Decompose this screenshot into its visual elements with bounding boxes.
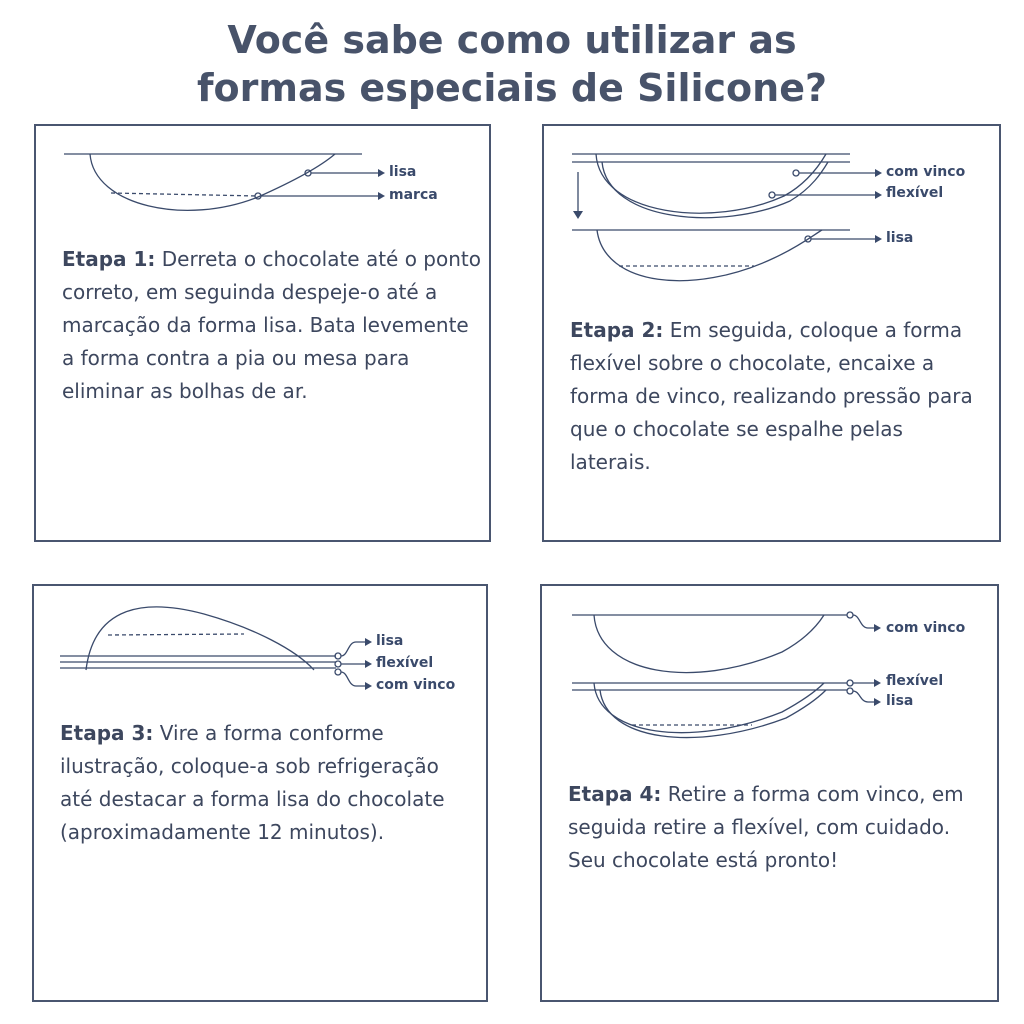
step-3-text xyxy=(60,717,460,849)
step-2-card xyxy=(542,124,1001,542)
step-2-mold-diagram xyxy=(544,126,999,296)
step-4-text xyxy=(568,778,978,877)
step-3-card xyxy=(32,584,488,1002)
fill-mark-dashed-line xyxy=(111,193,258,196)
step-3-label: Etapa 3: xyxy=(60,721,154,745)
step-1-card xyxy=(34,124,491,542)
step-4-card xyxy=(540,584,999,1002)
step-2-text xyxy=(570,314,980,479)
step-4-label: Etapa 4: xyxy=(568,782,662,806)
arrow-down-icon xyxy=(573,211,583,219)
callout-label-com-vinco: com vinco xyxy=(376,677,456,693)
arrow-right-icon xyxy=(365,638,372,646)
callout-label-flexivel: flexível xyxy=(886,673,944,689)
smooth-mold-curve xyxy=(597,230,822,281)
arrow-right-icon xyxy=(875,169,882,177)
callout-label-flexivel: flexível xyxy=(886,185,944,201)
step-3-description: Vire a forma conforme ilustração, coloque-a sob refrigeração até destacar a forma lisa do chocolate (aproximadamente 12 minutos). xyxy=(60,721,445,844)
step-1-description: Derreta o chocolate até o ponto correto, em seguinda despeje-o até a marcação da forma lisa. Bata levemente a forma contra a pia ou mesa para eliminar as bolhas de ar. xyxy=(62,247,481,403)
callout-label-flexivel: flexível xyxy=(376,655,434,671)
arrow-right-icon xyxy=(875,191,882,199)
step-4-description: Retire a forma com vinco, em seguida retire a flexível, com cuidado. Seu chocolate está pronto! xyxy=(568,782,964,872)
smooth-mold-curve-inverted xyxy=(86,607,314,670)
arrow-right-icon xyxy=(874,624,881,632)
callout-label-lisa: lisa xyxy=(886,693,914,709)
arrow-right-icon xyxy=(378,169,385,177)
arrow-right-icon xyxy=(365,682,372,690)
step-1-label: Etapa 1: xyxy=(62,247,156,271)
step-2-label: Etapa 2: xyxy=(570,318,664,342)
step-2-description: Em seguida, coloque a forma flexível sobre o chocolate, encaixe a forma de vinco, realizando pressão para que o chocolate se espalhe pelas laterais. xyxy=(570,318,973,474)
step-1-text xyxy=(62,243,482,408)
callout-label-com-vinco: com vinco xyxy=(886,620,966,636)
arrow-right-icon xyxy=(874,679,881,687)
smooth-mold-curve xyxy=(90,154,335,210)
arrow-right-icon xyxy=(875,235,882,243)
callout-label-lisa: lisa xyxy=(376,633,404,649)
callout-label-marca: marca xyxy=(389,187,438,203)
arrow-right-icon xyxy=(365,660,372,668)
callout-label-lisa: lisa xyxy=(389,164,417,180)
crease-mold-curve xyxy=(594,615,824,673)
crease-mold-curve xyxy=(596,154,826,213)
arrow-right-icon xyxy=(378,192,385,200)
callout-label-com-vinco: com vinco xyxy=(886,164,966,180)
callout-label-lisa: lisa xyxy=(886,230,914,246)
arrow-right-icon xyxy=(874,698,881,706)
page-title-line-1: Você sabe como utilizar as xyxy=(227,18,797,62)
step-1-mold-diagram xyxy=(36,126,489,226)
page-title-line-2: formas especiais de Silicone? xyxy=(196,66,828,110)
